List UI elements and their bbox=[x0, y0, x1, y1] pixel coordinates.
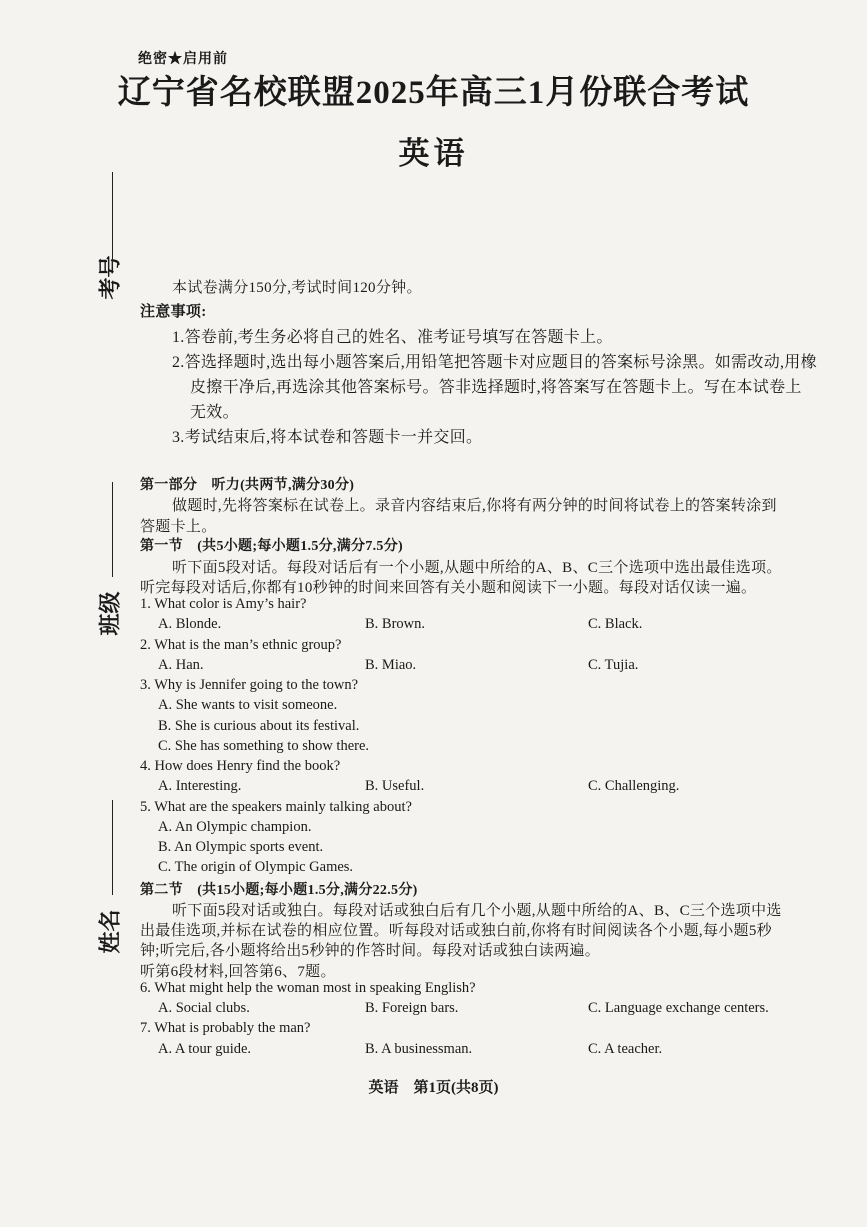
score-line: 本试卷满分150分,考试时间120分钟。 bbox=[172, 280, 422, 296]
part1-title: 第一部分 听力(共两节,满分30分) bbox=[140, 478, 355, 493]
class-label: 班级 bbox=[98, 591, 124, 636]
confidential-label: 绝密★启用前 bbox=[138, 52, 228, 67]
note-2a: 2.答选择题时,选出每小题答案后,用铅笔把答题卡对应题目的答案标号涂黑。如需改动,用橡 bbox=[172, 354, 817, 371]
section2-desc-c: 钟;听完后,各小题将给出5秒钟的作答时间。每段对话或独白读两遍。 bbox=[140, 943, 601, 959]
section2-desc-b: 出最佳选项,并标在试卷的相应位置。听每段对话或独白前,你将有时间阅读各个小题,每小题5秒 bbox=[140, 923, 772, 939]
q2-option-b: B. Miao. bbox=[365, 657, 417, 673]
q3-option-a: A. She wants to visit someone. bbox=[158, 697, 338, 713]
part1-desc-b: 答题卡上。 bbox=[140, 519, 217, 535]
q6-option-c: C. Language exchange centers. bbox=[588, 1000, 769, 1016]
q5-stem: 5. What are the speakers mainly talking about? bbox=[140, 799, 412, 815]
q4-option-a: A. Interesting. bbox=[158, 778, 242, 794]
q4-stem: 4. How does Henry find the book? bbox=[140, 758, 341, 774]
q2-option-a: A. Han. bbox=[158, 657, 204, 673]
q5-option-b: B. An Olympic sports event. bbox=[158, 839, 324, 855]
q2-stem: 2. What is the man’s ethnic group? bbox=[140, 637, 342, 653]
q7-option-c: C. A teacher. bbox=[588, 1041, 663, 1057]
section1-desc-b: 听完每段对话后,你都有10秒钟的时间来回答有关小题和阅读下一小题。每段对话仅读一遍。 bbox=[140, 580, 757, 596]
q7-stem: 7. What is probably the man? bbox=[140, 1020, 311, 1036]
q2-option-c: C. Tujia. bbox=[588, 657, 639, 673]
name-line bbox=[112, 800, 113, 895]
name-label: 姓名 bbox=[98, 909, 124, 954]
section1-title: 第一节 (共5小题;每小题1.5分,满分7.5分) bbox=[140, 539, 403, 554]
section2-desc-a: 听下面5段对话或独白。每段对话或独白后有几个小题,从题中所给的A、B、C三个选项中选 bbox=[172, 903, 782, 919]
notes-title: 注意事项: bbox=[140, 304, 207, 320]
q3-option-c: C. She has something to show there. bbox=[158, 738, 370, 754]
exam-number-label: 考号 bbox=[98, 255, 124, 300]
q6-option-b: B. Foreign bars. bbox=[365, 1000, 459, 1016]
note-2b: 皮擦干净后,再选涂其他答案标号。答非选择题时,将答案写在答题卡上。写在本试卷上 bbox=[190, 379, 802, 396]
q3-option-b: B. She is curious about its festival. bbox=[158, 718, 360, 734]
section2-title: 第二节 (共15小题;每小题1.5分,满分22.5分) bbox=[140, 883, 418, 898]
q4-option-c: C. Challenging. bbox=[588, 778, 680, 794]
q5-option-c: C. The origin of Olympic Games. bbox=[158, 859, 354, 875]
page-footer: 英语 第1页(共8页) bbox=[368, 1080, 499, 1096]
q7-option-b: B. A businessman. bbox=[365, 1041, 473, 1057]
exam-title: 辽宁省名校联盟2025年高三1月份联合考试 bbox=[117, 75, 750, 111]
note-3: 3.考试结束后,将本试卷和答题卡一并交回。 bbox=[172, 429, 483, 446]
q6-option-a: A. Social clubs. bbox=[158, 1000, 250, 1016]
q1-option-a: A. Blonde. bbox=[158, 616, 222, 632]
q3-stem: 3. Why is Jennifer going to the town? bbox=[140, 677, 359, 693]
subject-title: 英语 bbox=[398, 136, 469, 171]
q1-stem: 1. What color is Amy’s hair? bbox=[140, 596, 307, 612]
part1-desc-a: 做题时,先将答案标在试卷上。录音内容结束后,你将有两分钟的时间将试卷上的答案转涂到 bbox=[172, 498, 777, 514]
class-line bbox=[112, 482, 113, 577]
q7-option-a: A. A tour guide. bbox=[158, 1041, 252, 1057]
note-2c: 无效。 bbox=[190, 404, 239, 421]
material-6-note: 听第6段材料,回答第6、7题。 bbox=[140, 964, 336, 980]
q1-option-c: C. Black. bbox=[588, 616, 643, 632]
q1-option-b: B. Brown. bbox=[365, 616, 426, 632]
note-1: 1.答卷前,考生务必将自己的姓名、准考证号填写在答题卡上。 bbox=[172, 329, 613, 346]
section1-desc-a: 听下面5段对话。每段对话后有一个小题,从题中所给的A、B、C三个选项中选出最佳选项。 bbox=[172, 560, 782, 576]
q4-option-b: B. Useful. bbox=[365, 778, 425, 794]
exam-number-line bbox=[112, 172, 113, 267]
q5-option-a: A. An Olympic champion. bbox=[158, 819, 312, 835]
q6-stem: 6. What might help the woman most in speaking English? bbox=[140, 980, 476, 996]
